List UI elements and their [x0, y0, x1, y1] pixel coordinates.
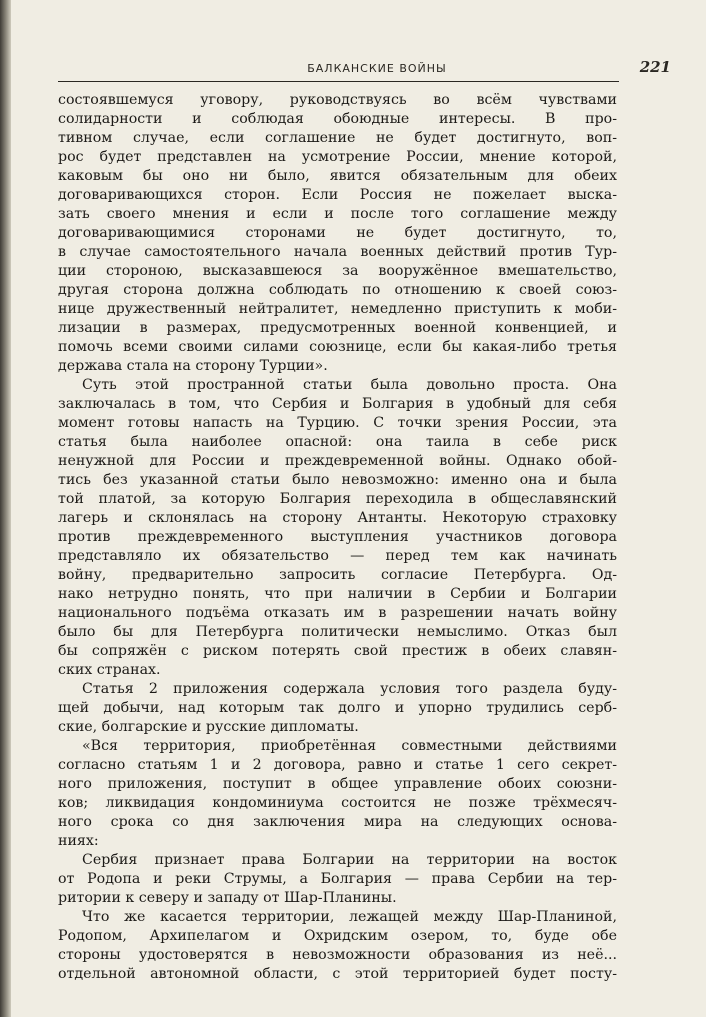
running-head — [71, 56, 683, 80]
text-line: лагерь и склонялась на сторону Антанты. Некоторую страховку — [58, 510, 617, 526]
text-line: Статья 2 приложения содержала условия того раздела буду- — [82, 681, 617, 697]
text-line: рос будет представлен на усмотрение России, мнение которой, — [58, 149, 617, 165]
text-line: в случае самостоятельного начала военных действий против Тур- — [58, 244, 617, 260]
text-line: той платой, за которую Болгария переходила в общеславянский — [58, 491, 617, 507]
paragraph-p3 — [58, 680, 617, 737]
text-line: договаривающимися сторонами не будет достигнуто, то, — [58, 225, 617, 241]
text-line: ритории к северу и западу от Шар-Планины. — [58, 890, 397, 906]
text-line: Суть этой пространной статьи была довольно проста. Она — [82, 377, 617, 393]
text-line: ниях: — [58, 833, 99, 849]
text-line: было бы для Петербурга политически немыслимо. Отказ был — [58, 624, 617, 640]
text-line: помочь всеми своими силами союзнице, если бы какая-либо третья — [58, 339, 617, 355]
text-line: держава стала на сторону Турции». — [58, 358, 328, 374]
body-text — [58, 91, 617, 984]
text-line: тивном случае, если соглашение не будет достигнуто, воп- — [58, 130, 617, 146]
text-line: щей добычи, над которым так долго и упорно трудились серб- — [58, 700, 617, 716]
text-line: «Вся территория, приобретённая совместными действиями — [82, 738, 617, 754]
paragraph-p5 — [58, 851, 617, 908]
text-line: национального подъёма отказать им в разрешении начать войну — [58, 605, 617, 621]
text-line: от Родопа и реки Струмы, а Болгария — права Сербии на тер- — [58, 871, 617, 887]
text-line: бы сопряжён с риском потерять свой престиж в обеих славян- — [58, 643, 617, 659]
text-line: зать своего мнения и если и после того соглашение между — [58, 206, 617, 222]
text-line: ного приложения, поступит в общее управление обоих союзни- — [58, 776, 617, 792]
text-line: ненужной для России и преждевременной войны. Однако обой- — [58, 453, 617, 469]
text-line: Что же касается территории, лежащей между Шар-Планиной, — [82, 909, 617, 925]
text-line: нако нетрудно понять, что при наличии в Сербии и Болгарии — [58, 586, 617, 602]
text-line: ного срока со дня заключения мира на следующих основа- — [58, 814, 617, 830]
text-line: Родопом, Архипелагом и Охридским озером, то, буде обе — [58, 928, 617, 944]
header-rule — [58, 81, 619, 82]
text-line: договаривающихся сторон. Если Россия не пожелает выска- — [58, 187, 617, 203]
text-line: Сербия признает права Болгарии на территории на восток — [82, 852, 617, 868]
paragraph-p1 — [58, 91, 617, 376]
book-page — [11, 0, 706, 1017]
text-line: состоявшемуся уговору, руководствуясь во всём чувствами — [58, 92, 617, 108]
text-line: солидарности и соблюдая обоюдные интересы. В про- — [58, 111, 617, 127]
page-number: 221 — [639, 58, 671, 76]
text-line: отдельной автономной области, с этой территорией будет посту- — [58, 966, 617, 982]
text-line: момент готовы напасть на Турцию. С точки зрения России, эта — [58, 415, 617, 431]
text-line: каковым бы оно ни было, явится обязательным для обеих — [58, 168, 617, 184]
text-line: тись без указанной статьи было невозможно: именно она и была — [58, 472, 617, 488]
text-line: ские, болгарские и русские дипломаты. — [58, 719, 359, 735]
text-line: другая сторона должна соблюдать по отношению к своей союз- — [58, 282, 617, 298]
text-line: против преждевременного выступления участников договора — [58, 529, 617, 545]
text-line: статья была наиболее опасной: она таила в себе риск — [58, 434, 617, 450]
text-line: согласно статьям 1 и 2 договора, равно и статье 1 сего секрет- — [58, 757, 617, 773]
running-head-title: БАЛКАНСКИЕ ВОЙНЫ — [307, 62, 447, 75]
text-line: заключалась в том, что Сербия и Болгария в удобный для себя — [58, 396, 617, 412]
book-binding-edge — [0, 0, 11, 1017]
paragraph-p6 — [58, 908, 617, 984]
text-line: ков; ликвидация кондоминиума состоится не позже трёхмесяч- — [58, 795, 617, 811]
text-line: ции стороною, высказавшеюся за вооружённое вмешательство, — [58, 263, 617, 279]
text-line: представляло их обязательство — перед тем как начинать — [58, 548, 617, 564]
text-line: ских странах. — [58, 662, 161, 678]
text-line: нице дружественный нейтралитет, немедленно приступить к моби- — [58, 301, 617, 317]
text-line: стороны удостоверятся в невозможности образования из неё... — [58, 947, 617, 963]
paragraph-p4 — [58, 737, 617, 851]
text-line: лизации в размерах, предусмотренных военной конвенцией, и — [58, 320, 617, 336]
paragraph-p2 — [58, 376, 617, 680]
text-line: войну, предварительно запросить согласие Петербурга. Од- — [58, 567, 617, 583]
